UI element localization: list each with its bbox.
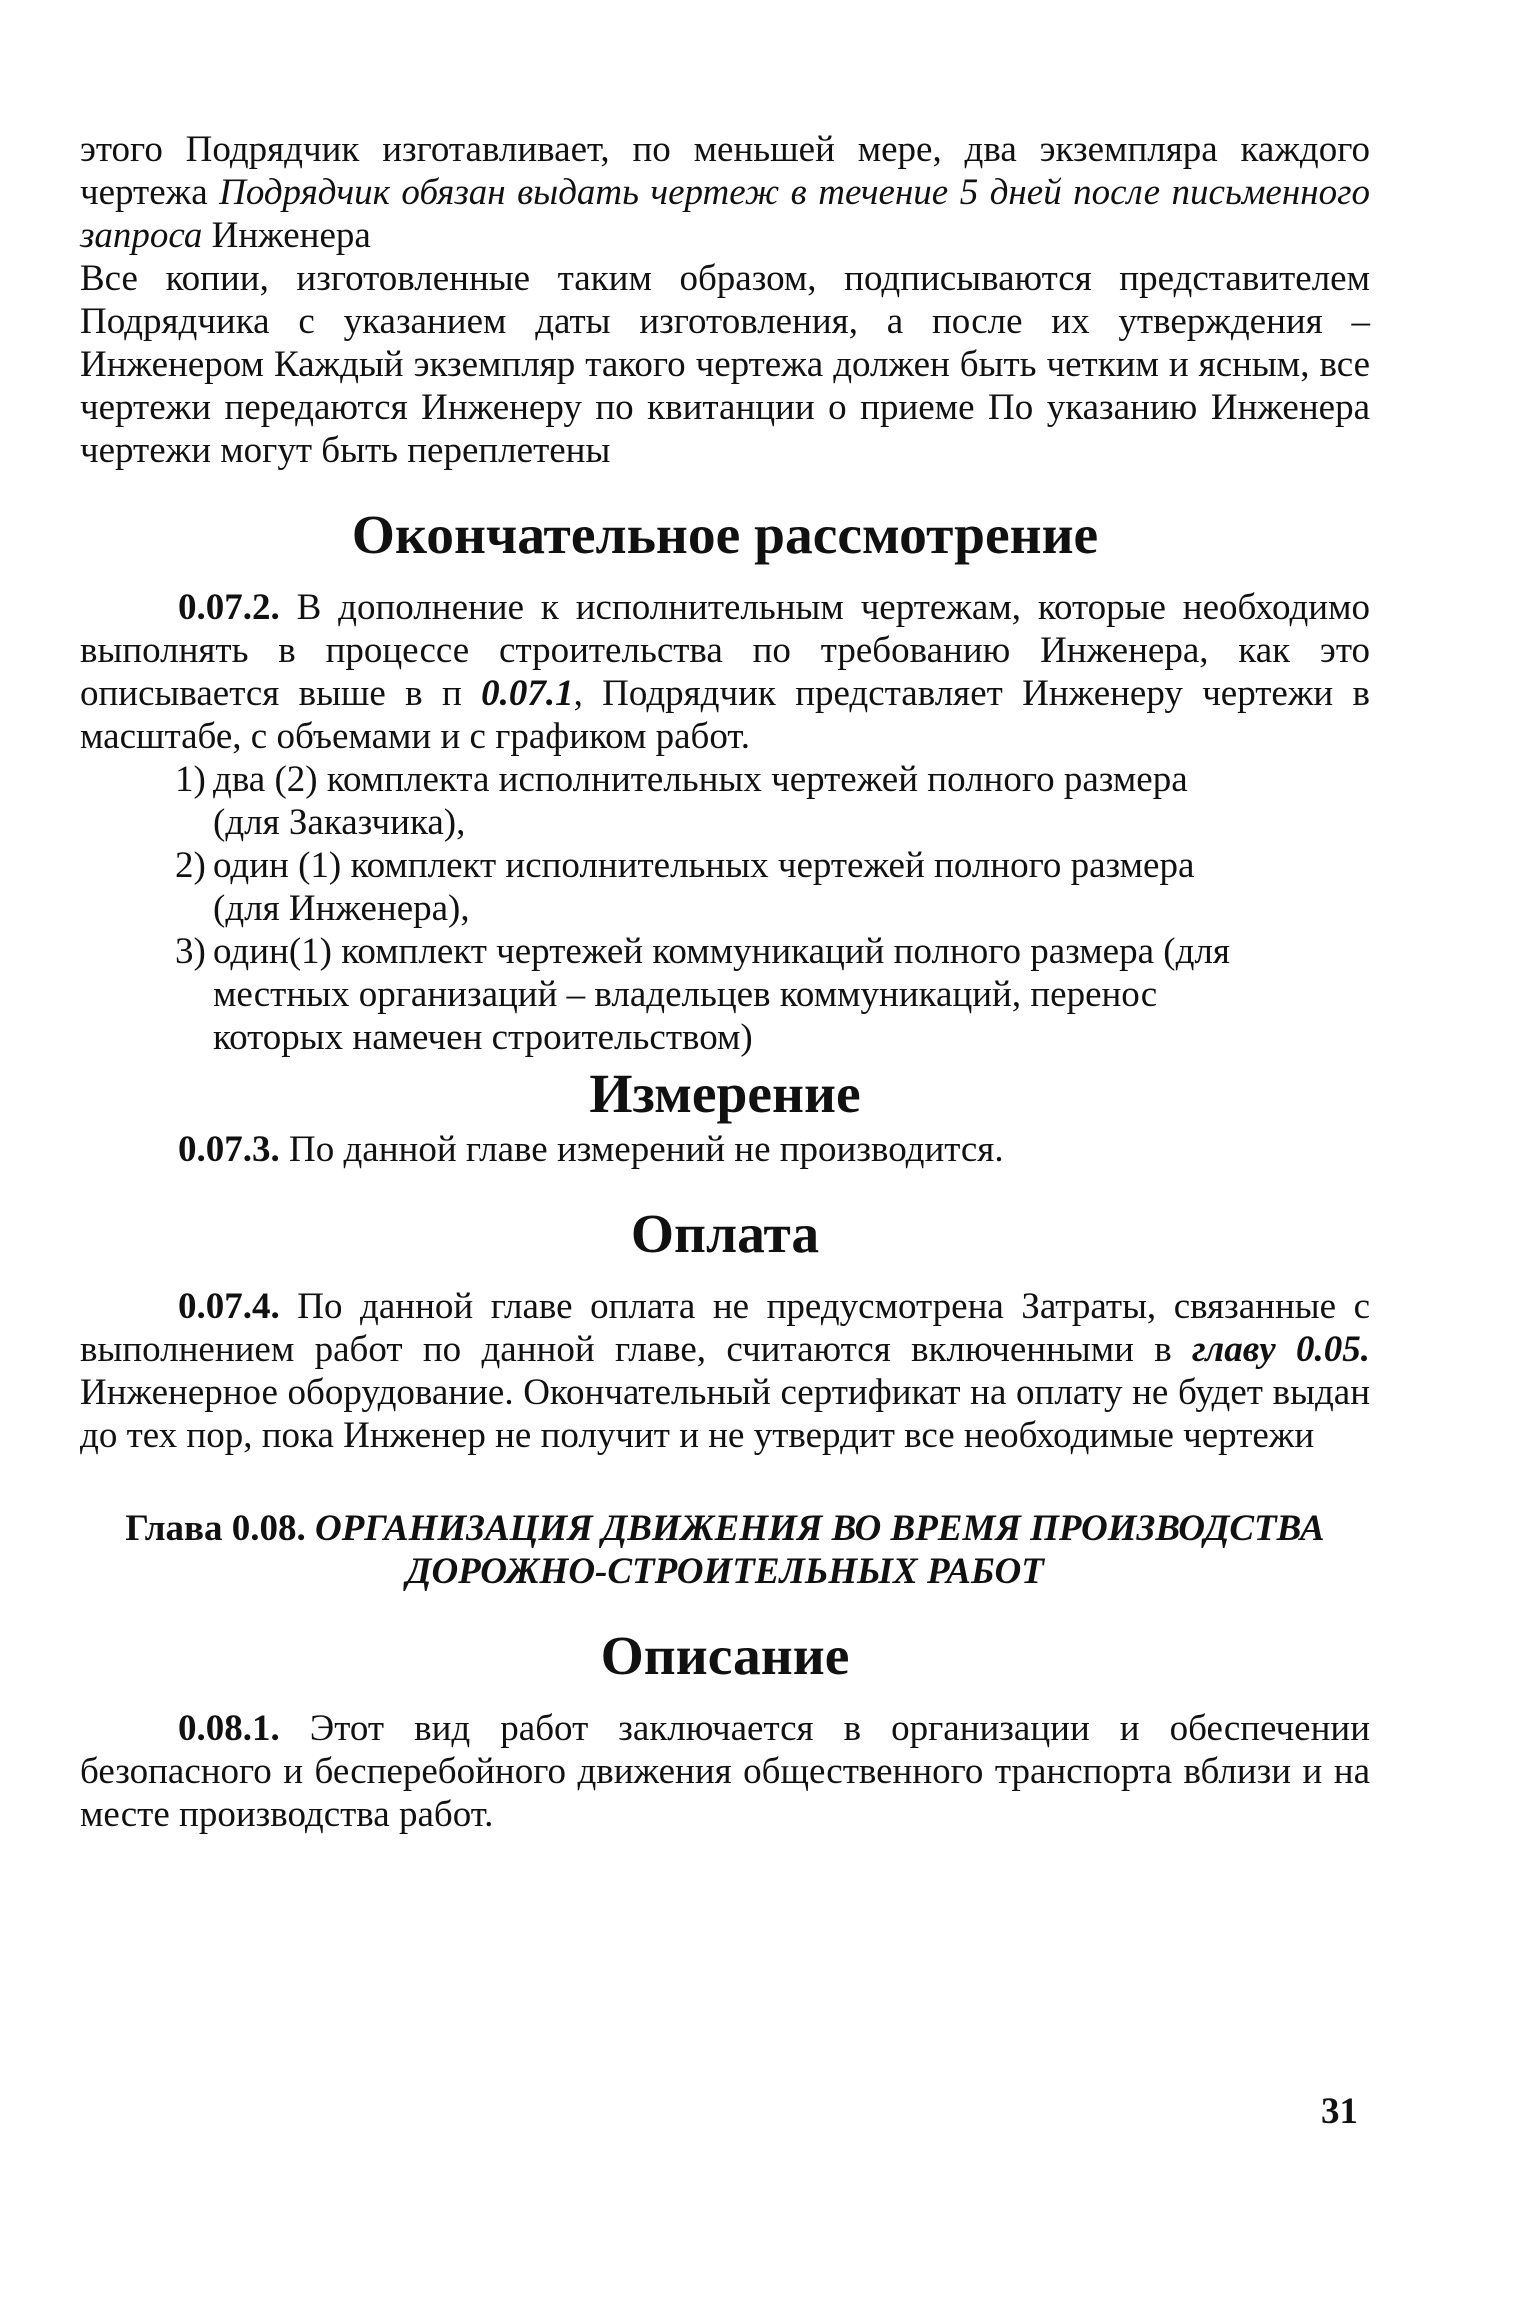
page-number: 31 (1321, 2091, 1358, 2132)
chapter-label: Глава 0.08. (125, 1508, 306, 1549)
clause-number: 0.07.2. (178, 587, 280, 628)
list-item-text: один (1) комплект исполнительных чертежей полного размера (для Инженера), (213, 845, 1195, 929)
chapter-title-line-1 (80, 1507, 1370, 1550)
paragraph-0-08-1 (80, 1707, 1370, 1836)
section-heading-measurement: Измерение (589, 1064, 861, 1125)
list-item-number: 2) (175, 845, 206, 886)
list-item-text: один(1) комплект чертежей коммуникаций полного размера (для местных организаций – владельцев коммуникаций, перенос которых намечен строительством) (213, 931, 1230, 1058)
clause-text: Этот вид работ заключается в организации и обеспечении безопасного и бесперебойного движения общественного транспорта вблизи и на месте производства работ. (80, 1708, 1370, 1835)
intro-paragraph-1 (80, 128, 1370, 257)
paragraph-0-07-2 (80, 586, 1370, 758)
list-item-number: 1) (175, 759, 206, 800)
clause-text-end: , Подрядчик представляет Инженеру чертежи в масштабе, с объемами и с графиком работ. (80, 673, 1370, 757)
intro-text: этого Подрядчик изготавливает, по меньшей мере, два экземпляра каждого чертежа (80, 129, 1370, 213)
intro-paragraph-2: Все копии, изготовленные таким образом, подписываются представителем Подрядчика с указанием даты изготовления, а после их утверждения – Инженером Каждый экземпляр такого чертежа должен быть четким и ясным, все чертежи передаются Инженеру по квитанции о приеме По указанию Инженера чертежи могут быть переплетены (80, 258, 1370, 471)
clause-number: 0.07.4. (178, 1286, 280, 1327)
chapter-title: ОРГАНИЗАЦИЯ ДВИЖЕНИЯ ВО ВРЕМЯ ПРОИЗВОДСТВА (315, 1508, 1325, 1549)
section-heading-final-review: Окончательное рассмотрение (351, 505, 1099, 566)
intro-italic-text: Подрядчик обязан выдать чертеж в течение 5 дней после письменного запроса (80, 172, 1370, 256)
clause-number: 0.07.3. (178, 1129, 280, 1170)
chapter-title-line-2: ДОРОЖНО-СТРОИТЕЛЬНЫХ РАБОТ (406, 1551, 1044, 1592)
section-heading-description: Описание (600, 1626, 850, 1687)
drawings-list (175, 758, 1260, 1059)
clause-text: По данной главе измерений не производится. (279, 1129, 1004, 1170)
paragraph-0-07-3 (80, 1128, 1370, 1171)
list-item (175, 844, 1260, 930)
clause-text: В дополнение к исполнительным чертежам, которые необходимо выполнять в процессе строительства по требованию Инженера, как это описывается выше в п (80, 587, 1370, 714)
chapter-heading (80, 1507, 1370, 1593)
section-heading-payment: Оплата (630, 1204, 820, 1265)
list-item-text: два (2) комплекта исполнительных чертежей полного размера (для Заказчика), (213, 759, 1188, 843)
clause-text-end: Инженерное оборудование. Окончательный сертификат на оплату не будет выдан до тех пор, пока Инженер не получит и не утвердит все необходимые чертежи (80, 1372, 1370, 1456)
document-page (80, 128, 1370, 1836)
clause-reference: главу 0.05. (1192, 1329, 1370, 1370)
clause-reference: 0.07.1 (481, 673, 574, 714)
list-item (175, 758, 1260, 844)
clause-text: По данной главе оплата не предусмотрена Затраты, связанные с выполнением работ по данной главе, считаются включенными в (80, 1286, 1370, 1370)
list-item-number: 3) (175, 931, 206, 972)
list-item (175, 930, 1260, 1059)
clause-number: 0.08.1. (178, 1708, 280, 1749)
paragraph-0-07-4 (80, 1285, 1370, 1457)
intro-text-end: Инженера (202, 215, 371, 256)
